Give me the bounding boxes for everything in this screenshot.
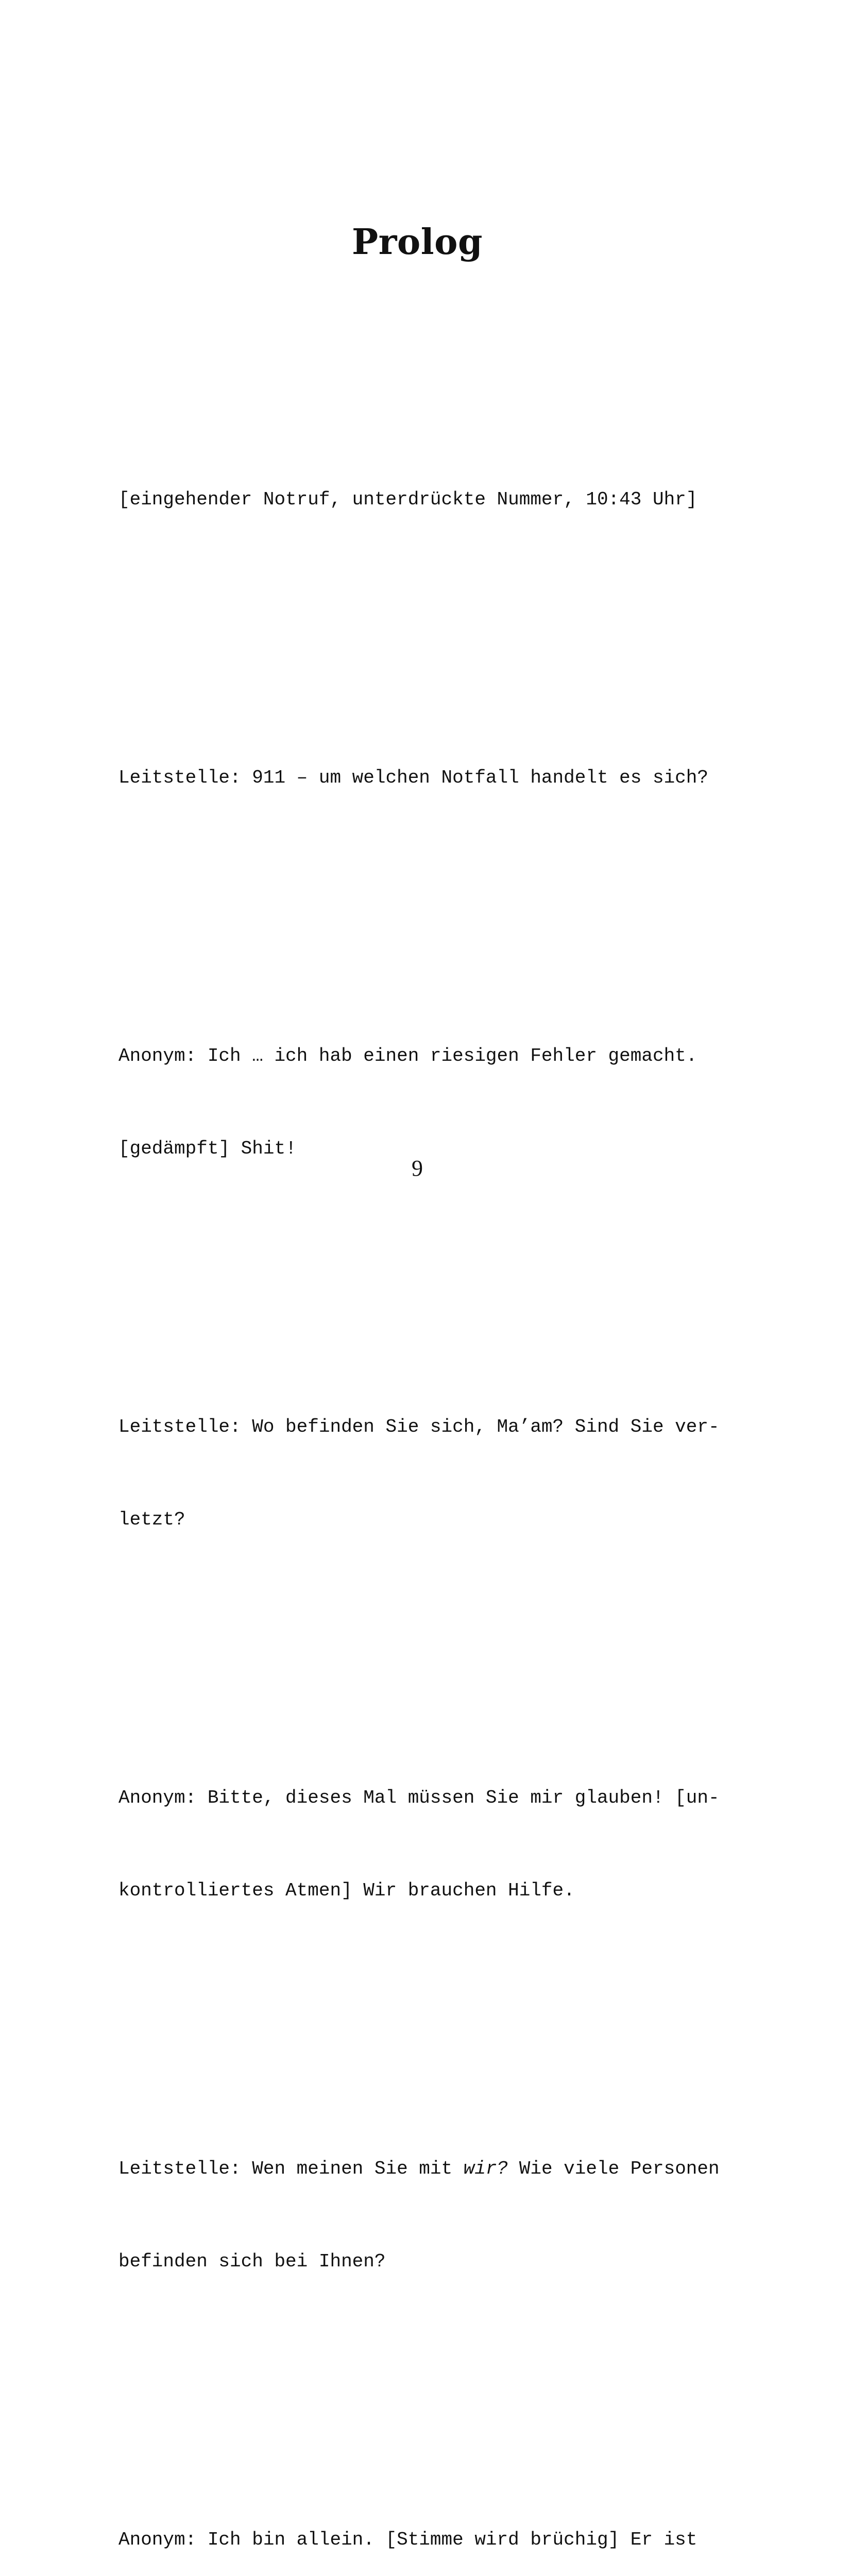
transcript-paragraph [118,1721,737,1968]
dialogue-text: Leitstelle: Wen meinen Sie mit [118,2158,464,2179]
dialogue-line: [gedämpft] Shit! [118,1138,297,1159]
dialogue-line: befinden sich bei Ihnen? [118,2251,386,2272]
transcript-paragraph [118,701,737,855]
transcript-paragraph [118,2463,737,2576]
dialogue-text: Wie viele Personen [508,2158,720,2179]
transcript-paragraph [118,2092,737,2339]
dialogue-line: letzt? [118,1509,185,1530]
transcript-paragraph [118,979,737,1226]
call-transcript [118,330,737,2576]
dialogue-line [118,2154,737,2184]
transcript-paragraph [118,1350,737,1597]
dialogue-line: Anonym: Ich … ich hab einen riesigen Fehler gemacht. [118,1045,697,1066]
dialogue-line: Anonym: Ich bin allein. [Stimme wird brüchig] Er ist [118,2529,697,2550]
call-info-line: [eingehender Notruf, unterdrückte Nummer, 10:43 Uhr] [118,489,697,510]
dialogue-line: Leitstelle: 911 – um welchen Notfall handelt es sich? [118,767,708,788]
dialogue-line: kontrolliertes Atmen] Wir brauchen Hilfe. [118,1880,575,1901]
transcript-header [118,422,737,577]
chapter-title: Prolog [351,222,483,263]
emphasized-word: wir? [463,2158,508,2179]
dialogue-line: Leitstelle: Wo befinden Sie sich, Ma’am? Sind Sie ver- [118,1416,720,1437]
dialogue-line: Anonym: Bitte, dieses Mal müssen Sie mir glauben! [un- [118,1787,720,1808]
page-number: 9 [412,1156,423,1181]
